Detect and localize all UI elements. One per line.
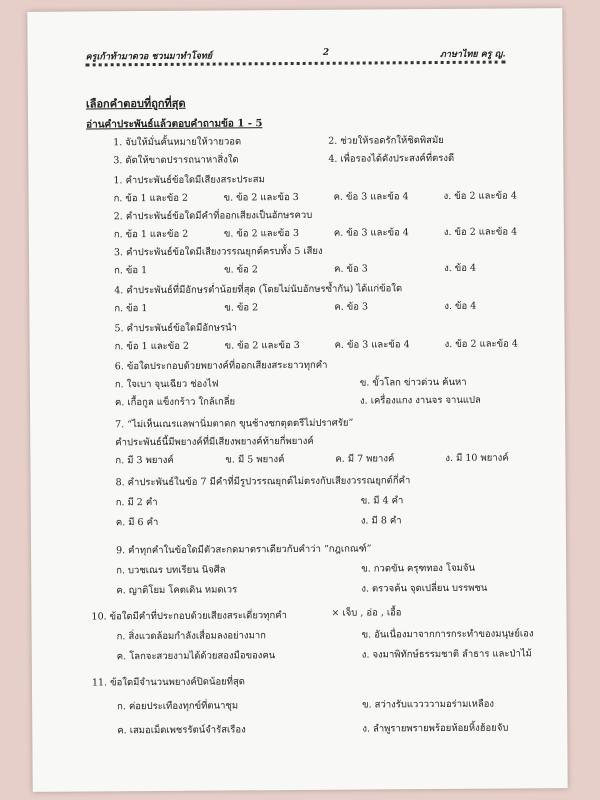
q5-choice-b: ข. ข้อ 2 และข้อ 3 — [224, 339, 300, 352]
q10-handwritten-note: × เจ็บ , อ่อ , เอื้อ — [331, 607, 402, 619]
q7-choice-a: ก. มี 3 พยางค์ — [115, 454, 174, 467]
q10-choice-c: ค. โลกจะสวยงามได้ด้วยสองมือของคน — [116, 650, 276, 663]
q10-choice-d: ง. จงมาพิทักษ์ธรรมชาติ ลำธาร และป่าไม้ — [361, 648, 532, 661]
q11-choice-a: ก. ค่อยประเทืองทุกข์ที่ตนาชุม — [117, 700, 239, 713]
q3-choice-c: ค. ข้อ 3 — [334, 263, 368, 275]
question-6: 6. ข้อใดประกอบด้วยพยางค์ที่ออกเสียงสระยาวทุกคำ — [114, 359, 328, 373]
q9-choice-b: ข. กวดขัน ครุฑทอง โจมจัน — [361, 562, 475, 575]
poem-line-2: 2. ช่วยให้รอดรักให้ชิดพิสมัย — [328, 134, 444, 147]
question-7-prompt: คำประพันธ์นี้มีพยางค์ที่มีเสียงพยางค์ท้ายกี่พยางค์ — [115, 435, 314, 449]
q7-choice-c: ค. มี 7 พยางค์ — [335, 453, 395, 465]
poem-line-4: 4. เพื่อรองได้ดังประสงค์ที่ตรงดี — [328, 152, 455, 165]
question-9: 9. คำทุกคำในข้อใดมีตัวสะกดมาตราเดียวกับคำว่า “กฎเกณฑ์” — [116, 543, 372, 557]
q4-choice-d: ง. ข้อ 4 — [444, 300, 477, 312]
q5-choice-c: ค. ข้อ 3 และข้อ 4 — [334, 339, 410, 351]
q7-choice-d: ง. มี 10 พยางค์ — [445, 452, 509, 464]
q10-choice-b: ข. อันเนื่องมาจากการกระทำของมนุษย์เอง — [361, 628, 534, 641]
q2-choice-b: ข. ข้อ 2 และข้อ 3 — [223, 227, 300, 240]
q6-choice-d: ง. เครื่องแกง งานจร จานแปล — [359, 394, 481, 407]
poem-line-1: 1. จับให้มั่นคั้นหมายให้วายวอด — [113, 136, 242, 149]
q7-choice-b: ข. มี 5 พยางค์ — [225, 454, 285, 466]
question-2: 2. คำประพันธ์ข้อใดมีคำที่ออกเสียงเป็นอักษรควบ — [113, 209, 313, 223]
question-4: 4. คำประพันธ์ที่มีอักษรต่ำน้อยที่สุด (โดยไม่นับอักษรซ้ำกัน) ได้แก่ข้อใด — [114, 283, 403, 297]
q1-choice-d: ง. ข้อ 2 และข้อ 4 — [443, 190, 517, 202]
q1-choice-c: ค. ข้อ 3 และข้อ 4 — [333, 191, 409, 203]
q9-choice-d: ง. ตรวจค้น จุดเปลี่ยน บรรพชน — [361, 582, 488, 595]
q6-choice-c: ค. เกื้อกูล แข็งกร้าว ใกล้เกลี่ย — [114, 396, 236, 409]
q9-choice-a: ก. บวชเณร บทเรียน นิจศีล — [116, 564, 226, 577]
q11-choice-d: ง. ลำพูรายพรายพร้อยห้อยหิ้งฮ้อยจับ — [362, 722, 509, 735]
q1-choice-b: ข. ข้อ 2 และข้อ 3 — [223, 191, 299, 204]
q2-choice-d: ง. ข้อ 2 และข้อ 4 — [443, 226, 518, 238]
poem-line-3: 3. ตัดให้ขาดปรารถนาหาสิ่งใด — [113, 154, 239, 167]
q5-choice-d: ง. ข้อ 2 และข้อ 4 — [444, 338, 518, 350]
q10-choice-a: ก. สิ่งแวดล้อมกำลังเสื่อมลงอย่างมาก — [116, 630, 266, 643]
q2-choice-c: ค. ข้อ 3 และข้อ 4 — [333, 227, 409, 239]
q4-choice-c: ค. ข้อ 3 — [334, 301, 369, 313]
q4-choice-b: ข. ข้อ 2 — [224, 302, 259, 314]
question-1: 1. คำประพันธ์ข้อใดมีเสียงสระประสม — [113, 174, 265, 187]
page-title: เลือกคำตอบที่ถูกที่สุด — [85, 96, 186, 111]
q2-choice-a: ก. ข้อ 1 และข้อ 2 — [113, 228, 189, 241]
question-7: 7. “ไม่เห็นเณรแลพานิ่มตาดก ขุนช้างชกตุดตรีไม่ปราศรัย” — [115, 417, 354, 431]
q5-choice-a: ก. ข้อ 1 และข้อ 2 — [114, 340, 190, 353]
q3-choice-b: ข. ข้อ 2 — [224, 264, 258, 276]
q8-choice-d: ง. มี 8 คำ — [360, 515, 402, 527]
q9-choice-c: ค. ญาติโยม โคตเดิน หมดเวร — [116, 584, 238, 597]
question-8: 8. คำประพันธ์ในข้อ 7 มีคำที่มีรูปวรรณยุกต์ไม่ตรงกับเสียงวรรณยุกต์กี่คำ — [115, 475, 411, 489]
q8-choice-b: ข. มี 4 คำ — [360, 495, 404, 507]
q4-choice-a: ก. ข้อ 1 — [114, 303, 148, 315]
q3-choice-a: ก. ข้อ 1 — [114, 265, 148, 277]
question-5: 5. คำประพันธ์ข้อใดมีอักษรนำ — [114, 322, 238, 335]
q8-choice-c: ค. มี 6 คำ — [115, 516, 159, 529]
q11-choice-c: ค. เสมอเม็ดเพชรรัตน์จำรัสเรือง — [117, 724, 246, 737]
question-10: 10. ข้อใดมีคำที่ประกอบด้วยเสียงสระเดี่ยวทุกคำ — [91, 610, 287, 623]
instruction: อ่านคำประพันธ์แล้วตอบคำถามข้อ 1 - 5 — [86, 118, 263, 131]
q6-choice-b: ข. ขั้วโลก ข่าวด่วน ค้นหา — [359, 376, 467, 389]
header-right: ภาษาไทย ครู ญ. — [439, 49, 506, 60]
q6-choice-a: ก. ใจเบา จุนเฉียว ช่องไฟ — [114, 378, 219, 391]
q3-choice-d: ง. ข้อ 4 — [444, 262, 477, 274]
q11-choice-b: ข. สว่างรับแววววามอร่ามเหลือง — [362, 698, 495, 711]
header-left: ครูเก้าท้ามาดวอ ชวนมาทำโจทย์ — [85, 51, 213, 63]
question-3: 3. คำประพันธ์ข้อใดมีเสียงวรรณยุกต์ครบทั้ง 5 เสียง — [113, 245, 323, 259]
page-number: 2 — [322, 47, 330, 58]
question-11: 11. ข้อใดมีจำนวนพยางค์ปิดน้อยที่สุด — [91, 676, 245, 689]
document-page — [27, 8, 567, 792]
q1-choice-a: ก. ข้อ 1 และข้อ 2 — [113, 192, 189, 205]
q8-choice-a: ก. มี 2 คำ — [115, 496, 158, 509]
